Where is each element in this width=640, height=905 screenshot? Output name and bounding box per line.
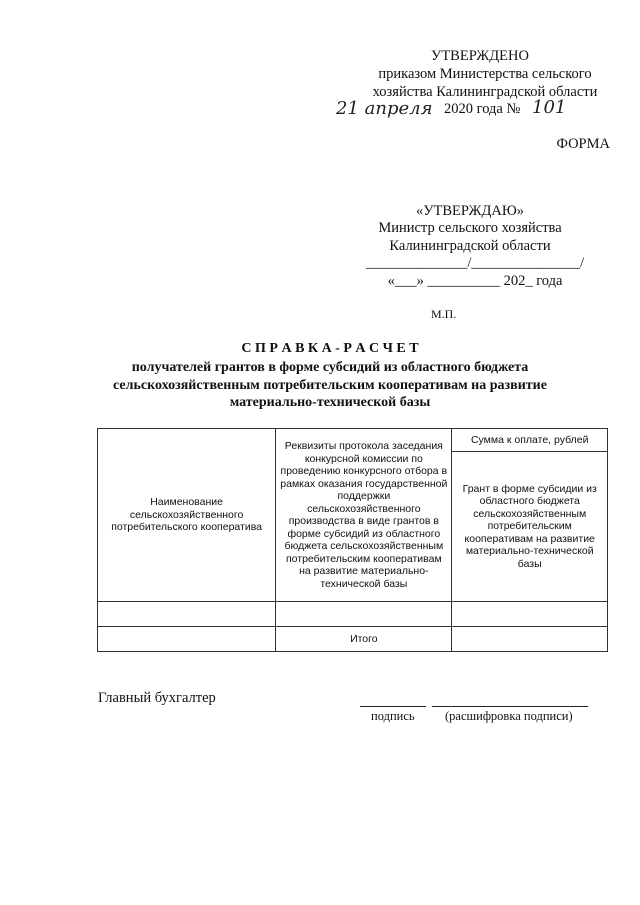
signature-decode-line[interactable] xyxy=(432,706,588,707)
approve-heading: «УТВЕРЖДАЮ» xyxy=(416,203,524,219)
signature-decode-caption: (расшифровка подписи) xyxy=(445,709,573,723)
signature-caption: подпись xyxy=(371,709,415,723)
header-cooperative-name: Наименование сельскохозяйственного потребительского кооператива xyxy=(98,429,276,602)
minister-line2: Калининградской области xyxy=(389,238,551,254)
approval-order-line1: приказом Министерства сельского xyxy=(378,66,592,82)
handwritten-date: 21 апреля xyxy=(336,98,433,119)
approved-heading: УТВЕРЖДЕНО xyxy=(431,48,529,64)
header-protocol-details: Реквизиты протокола заседания конкурсной комиссии по проведению конкурсного отбора в рамках оказания государственной поддержки сельскохозяйственного производства в виде грантов в форме субсидий из областного бюджета сельскохозяйственным потребительским кооперативам на развитие материально-технической базы xyxy=(276,429,452,602)
table-cell[interactable] xyxy=(98,627,276,652)
minister-signature-line: ______________/_______________/ xyxy=(365,255,585,271)
table-cell[interactable] xyxy=(276,602,452,627)
total-label: Итого xyxy=(276,627,452,652)
handwritten-number: 101 xyxy=(532,97,567,118)
table-cell[interactable] xyxy=(452,602,608,627)
signature-line[interactable] xyxy=(360,706,426,707)
form-label: ФОРМА xyxy=(556,136,610,152)
approval-date-suffix: 2020 года № xyxy=(444,101,521,117)
calculation-table xyxy=(97,428,608,652)
chief-accountant-label: Главный бухгалтер xyxy=(98,690,216,706)
stamp-label: М.П. xyxy=(431,307,457,321)
title-line2: сельскохозяйственным потребительским кооперативам на развитие xyxy=(113,378,547,393)
table-cell[interactable] xyxy=(98,602,276,627)
approval-date-line: «___» __________ 202_ года xyxy=(387,273,563,289)
header-grant-amount: Грант в форме субсидии из областного бюджета сельскохозяйственным потребительским кооперативам на развитие материально-технической базы xyxy=(452,452,608,602)
header-amount-group: Сумма к оплате, рублей xyxy=(452,429,608,452)
title-line1: получателей грантов в форме субсидий из областного бюджета xyxy=(131,360,529,375)
minister-line1: Министр сельского хозяйства xyxy=(378,220,562,236)
document-title: С П Р А В К А - Р А С Ч Е Т xyxy=(241,341,419,356)
approval-order-line2: хозяйства Калининградской области xyxy=(372,84,598,100)
total-value[interactable] xyxy=(452,627,608,652)
title-line3: материально-технической базы xyxy=(229,395,431,410)
